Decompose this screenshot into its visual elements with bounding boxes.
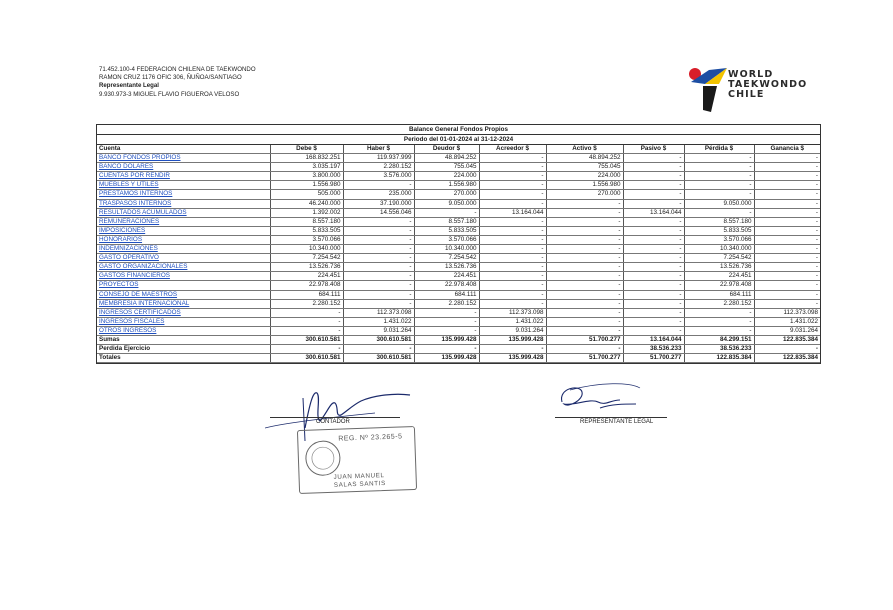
amount-cell: - [684, 308, 754, 317]
amount-cell: 8.557.180 [270, 217, 343, 226]
amount-cell: - [623, 299, 684, 308]
row-label: Totales [97, 354, 270, 363]
amount-cell: - [623, 217, 684, 226]
amount-cell: - [343, 181, 414, 190]
amount-cell: - [754, 226, 820, 235]
amount-cell: - [684, 208, 754, 217]
account-link[interactable]: INGRESOS FISCALES [97, 317, 270, 326]
amount-cell: - [546, 299, 623, 308]
amount-cell: 1.392.002 [270, 208, 343, 217]
table-row [97, 217, 820, 226]
account-link[interactable]: IMPOSICIONES [97, 226, 270, 235]
table-row [97, 263, 820, 272]
table-row [97, 299, 820, 308]
table-row [97, 208, 820, 217]
legal-rep-heading: Representante Legal [99, 82, 159, 90]
amount-cell: 10.340.000 [270, 245, 343, 254]
amount-cell: 1.431.022 [479, 317, 546, 326]
amount-cell: 135.999.428 [479, 335, 546, 344]
amount-cell: - [623, 326, 684, 335]
amount-cell: - [479, 217, 546, 226]
amount-cell: - [754, 299, 820, 308]
amount-cell: 684.111 [270, 290, 343, 299]
account-link[interactable]: GASTOS FINANCIEROS [97, 272, 270, 281]
amount-cell: 300.610.581 [270, 354, 343, 363]
amount-cell: - [546, 308, 623, 317]
amount-cell: - [754, 172, 820, 181]
amount-cell: 300.610.581 [343, 335, 414, 344]
amount-cell: - [754, 272, 820, 281]
amount-cell: - [754, 208, 820, 217]
column-header: Ganancia $ [754, 145, 820, 154]
amount-cell: - [546, 235, 623, 244]
amount-cell: - [479, 290, 546, 299]
column-header: Haber $ [343, 145, 414, 154]
amount-cell: 5.833.505 [414, 226, 479, 235]
amount-cell: 84.299.151 [684, 335, 754, 344]
amount-cell: 270.000 [546, 190, 623, 199]
amount-cell: 2.280.152 [343, 163, 414, 172]
amount-cell: 14.556.046 [343, 208, 414, 217]
perdida-ejercicio-row [97, 345, 820, 354]
account-link[interactable]: INDEMNIZACIONES [97, 245, 270, 254]
organization-info [99, 66, 256, 99]
amount-cell: - [479, 263, 546, 272]
account-link[interactable]: CUENTAS POR RENDIR [97, 172, 270, 181]
amount-cell: 13.164.044 [479, 208, 546, 217]
legal-rep-name: 9.930.973-3 MIGUEL FLAVIO FIGUEROA VELOSO [99, 90, 240, 98]
amount-cell: - [623, 254, 684, 263]
amount-cell: - [623, 235, 684, 244]
amount-cell: - [546, 226, 623, 235]
amount-cell: - [479, 272, 546, 281]
amount-cell: - [343, 254, 414, 263]
amount-cell: - [414, 308, 479, 317]
amount-cell: - [546, 208, 623, 217]
table-row [97, 154, 820, 163]
amount-cell: 1.556.980 [546, 181, 623, 190]
amount-cell: 684.111 [414, 290, 479, 299]
accountant-stamp [297, 426, 417, 494]
account-link[interactable]: BANCO DOLARES [97, 163, 270, 172]
amount-cell: - [623, 290, 684, 299]
amount-cell: 224.451 [270, 272, 343, 281]
table-row [97, 163, 820, 172]
amount-cell: - [479, 254, 546, 263]
account-link[interactable]: TRASPASOS INTERNOS [97, 199, 270, 208]
amount-cell: 300.610.581 [343, 354, 414, 363]
amount-cell: 3.570.066 [270, 235, 343, 244]
amount-cell: - [754, 181, 820, 190]
amount-cell: - [479, 281, 546, 290]
amount-cell: 235.000 [343, 190, 414, 199]
amount-cell: - [479, 154, 546, 163]
amount-cell: - [343, 290, 414, 299]
amount-cell: 122.835.384 [684, 354, 754, 363]
amount-cell: - [623, 172, 684, 181]
amount-cell: - [623, 281, 684, 290]
amount-cell: 112.373.098 [343, 308, 414, 317]
amount-cell: - [754, 217, 820, 226]
account-link[interactable]: REMUNERACIONES [97, 217, 270, 226]
amount-cell: 3.570.066 [684, 235, 754, 244]
amount-cell: 5.833.505 [270, 226, 343, 235]
table-row [97, 235, 820, 244]
amount-cell: - [684, 317, 754, 326]
amount-cell: 135.999.428 [414, 354, 479, 363]
column-header: Deudor $ [414, 145, 479, 154]
amount-cell: 2.280.152 [684, 299, 754, 308]
amount-cell: 224.000 [546, 172, 623, 181]
amount-cell: - [479, 172, 546, 181]
balance-report [96, 124, 821, 364]
amount-cell: - [623, 272, 684, 281]
amount-cell: - [623, 154, 684, 163]
amount-cell: - [479, 163, 546, 172]
stamp-registration: REG. Nº 23.265-5 [338, 433, 403, 443]
account-link[interactable]: RESULTADOS ACUMULADOS [97, 208, 270, 217]
column-header: Cuenta [97, 145, 270, 154]
amount-cell: - [343, 299, 414, 308]
table-row [97, 245, 820, 254]
table-header-row [97, 145, 820, 154]
amount-cell: 1.556.980 [270, 181, 343, 190]
amount-cell: - [479, 181, 546, 190]
amount-cell: - [270, 317, 343, 326]
row-label: Perdida Ejercicio [97, 345, 270, 354]
table-body [97, 154, 820, 363]
amount-cell: - [623, 181, 684, 190]
table-row [97, 226, 820, 235]
account-link[interactable]: GASTO ORGANIZACIONALES [97, 263, 270, 272]
amount-cell: 755.045 [546, 163, 623, 172]
amount-cell: - [414, 208, 479, 217]
amount-cell: 135.999.428 [414, 335, 479, 344]
amount-cell: 38.536.233 [623, 345, 684, 354]
amount-cell: - [754, 290, 820, 299]
account-link[interactable]: MEMBRESIA INTERNACIONAL [97, 299, 270, 308]
amount-cell: - [754, 254, 820, 263]
amount-cell: 38.536.233 [684, 345, 754, 354]
amount-cell: 48.894.252 [414, 154, 479, 163]
stamp-name-first: JUAN MANUEL [333, 472, 385, 481]
amount-cell: - [343, 235, 414, 244]
amount-cell: - [623, 226, 684, 235]
org-address: RAMON CRUZ 1176 OFIC 306, ÑUÑOA/SANTIAGO [99, 74, 242, 82]
amount-cell: 7.254.542 [414, 254, 479, 263]
amount-cell: 3.576.000 [343, 172, 414, 181]
amount-cell: 2.280.152 [270, 299, 343, 308]
amount-cell: 224.000 [414, 172, 479, 181]
amount-cell: 22.978.408 [684, 281, 754, 290]
amount-cell: 22.978.408 [270, 281, 343, 290]
amount-cell: 13.526.736 [684, 263, 754, 272]
amount-cell: - [623, 190, 684, 199]
amount-cell: 9.031.264 [479, 326, 546, 335]
amount-cell: 13.526.736 [270, 263, 343, 272]
amount-cell: - [546, 317, 623, 326]
amount-cell: - [684, 163, 754, 172]
table-row [97, 181, 820, 190]
amount-cell: - [479, 235, 546, 244]
amount-cell: - [623, 308, 684, 317]
amount-cell: - [684, 181, 754, 190]
amount-cell: 8.557.180 [414, 217, 479, 226]
stamp-name-last: SALAS SANTIS [333, 480, 386, 489]
column-header: Activo $ [546, 145, 623, 154]
row-label: Sumas [97, 335, 270, 344]
amount-cell: - [623, 163, 684, 172]
amount-cell: 135.999.428 [479, 354, 546, 363]
amount-cell: - [546, 326, 623, 335]
amount-cell: - [479, 345, 546, 354]
amount-cell: 13.526.736 [414, 263, 479, 272]
account-link[interactable]: GASTO OPERATIVO [97, 254, 270, 263]
table-row [97, 190, 820, 199]
amount-cell: - [754, 281, 820, 290]
amount-cell: - [684, 154, 754, 163]
column-header: Debe $ [270, 145, 343, 154]
amount-cell: 9.031.264 [343, 326, 414, 335]
column-header: Acreedor $ [479, 145, 546, 154]
report-period: Periodo del 01-01-2024 al 31-12-2024 [97, 135, 820, 145]
amount-cell: - [479, 299, 546, 308]
table-row [97, 290, 820, 299]
world-taekwondo-chile-logo [687, 62, 817, 120]
amount-cell: - [343, 345, 414, 354]
amount-cell: 1.431.022 [343, 317, 414, 326]
amount-cell: 48.894.252 [546, 154, 623, 163]
table-row [97, 281, 820, 290]
amount-cell: 1.431.022 [754, 317, 820, 326]
amount-cell: - [546, 290, 623, 299]
amount-cell: 224.451 [684, 272, 754, 281]
table-row [97, 172, 820, 181]
amount-cell: - [343, 226, 414, 235]
amount-cell: - [684, 326, 754, 335]
amount-cell: 684.111 [684, 290, 754, 299]
amount-cell: - [546, 263, 623, 272]
amount-cell: - [754, 245, 820, 254]
balance-table [97, 145, 820, 363]
amount-cell: 9.031.264 [754, 326, 820, 335]
amount-cell: 505.000 [270, 190, 343, 199]
account-link[interactable]: HONORARIOS [97, 235, 270, 244]
org-rut-name: 71.452.100-4 FEDERACION CHILENA DE TAEKWONDO [99, 66, 256, 73]
amount-cell: - [754, 235, 820, 244]
account-link[interactable]: MUEBLES Y UTILES [97, 181, 270, 190]
amount-cell: - [754, 199, 820, 208]
amount-cell: 224.451 [414, 272, 479, 281]
amount-cell: - [479, 226, 546, 235]
amount-cell: 300.610.581 [270, 335, 343, 344]
table-row [97, 254, 820, 263]
amount-cell: - [343, 263, 414, 272]
amount-cell: - [270, 326, 343, 335]
amount-cell: 1.556.980 [414, 181, 479, 190]
amount-cell: - [479, 245, 546, 254]
amount-cell: 13.164.044 [623, 208, 684, 217]
amount-cell: - [479, 190, 546, 199]
amount-cell: 122.835.384 [754, 354, 820, 363]
table-row [97, 199, 820, 208]
amount-cell: 2.280.152 [414, 299, 479, 308]
account-link[interactable]: CONSEJO DE MAESTROS [97, 290, 270, 299]
amount-cell: 3.570.066 [414, 235, 479, 244]
amount-cell: 13.164.044 [623, 335, 684, 344]
table-row [97, 326, 820, 335]
logo-text-world: WORLD [728, 69, 774, 80]
account-link[interactable]: PRESTAMOS INTERNOS [97, 190, 270, 199]
column-header: Pérdida $ [684, 145, 754, 154]
table-row [97, 272, 820, 281]
account-link[interactable]: PROYECTOS [97, 281, 270, 290]
amount-cell: 3.800.000 [270, 172, 343, 181]
table-row [97, 317, 820, 326]
amount-cell: - [546, 345, 623, 354]
amount-cell: 10.340.000 [414, 245, 479, 254]
amount-cell: 112.373.098 [479, 308, 546, 317]
amount-cell: - [546, 245, 623, 254]
legal-rep-signature-line [555, 417, 667, 418]
amount-cell: - [754, 190, 820, 199]
amount-cell: - [270, 308, 343, 317]
amount-cell: - [684, 172, 754, 181]
amount-cell: - [546, 272, 623, 281]
amount-cell: - [754, 345, 820, 354]
amount-cell: - [546, 281, 623, 290]
account-link[interactable]: BANCO FONDOS PROPIOS [97, 154, 270, 163]
amount-cell: 270.000 [414, 190, 479, 199]
amount-cell: 46.240.000 [270, 199, 343, 208]
amount-cell: - [623, 263, 684, 272]
amount-cell: 51.700.277 [546, 354, 623, 363]
taekwondo-emblem-icon [687, 62, 731, 120]
amount-cell: 168.832.251 [270, 154, 343, 163]
amount-cell: 37.190.000 [343, 199, 414, 208]
legal-rep-label: REPRESENTANTE LEGAL [580, 419, 654, 425]
amount-cell: 10.340.000 [684, 245, 754, 254]
amount-cell: 8.557.180 [684, 217, 754, 226]
logo-text-chile: CHILE [728, 89, 765, 101]
amount-cell: 22.978.408 [414, 281, 479, 290]
amount-cell: - [479, 199, 546, 208]
amount-cell: 9.050.000 [684, 199, 754, 208]
amount-cell: 5.833.505 [684, 226, 754, 235]
account-link[interactable]: INGRESOS CERTIFICADOS [97, 308, 270, 317]
amount-cell: 755.045 [414, 163, 479, 172]
column-header: Pasivo $ [623, 145, 684, 154]
amount-cell: - [684, 190, 754, 199]
logo-text-taekwondo: TAEKWONDO [728, 79, 808, 91]
amount-cell: - [754, 263, 820, 272]
amount-cell: - [270, 345, 343, 354]
amount-cell: 51.700.277 [623, 354, 684, 363]
contador-signature-line [270, 417, 400, 418]
amount-cell: 119.937.999 [343, 154, 414, 163]
legal-rep-signature-scribble [540, 378, 700, 418]
totales-row [97, 354, 820, 363]
amount-cell: - [414, 345, 479, 354]
amount-cell: - [414, 326, 479, 335]
account-link[interactable]: OTROS INGRESOS [97, 326, 270, 335]
amount-cell: - [343, 272, 414, 281]
amount-cell: - [546, 217, 623, 226]
amount-cell: - [343, 281, 414, 290]
logo-wordmark [728, 70, 807, 101]
amount-cell: 122.835.384 [754, 335, 820, 344]
amount-cell: - [546, 199, 623, 208]
amount-cell: - [754, 154, 820, 163]
amount-cell: 7.254.542 [270, 254, 343, 263]
sumas-row [97, 335, 820, 344]
amount-cell: 3.035.197 [270, 163, 343, 172]
amount-cell: - [343, 245, 414, 254]
report-title: Balance General Fondos Propios [97, 125, 820, 135]
amount-cell: - [754, 163, 820, 172]
amount-cell: 9.050.000 [414, 199, 479, 208]
amount-cell: - [623, 245, 684, 254]
amount-cell: - [414, 317, 479, 326]
table-row [97, 308, 820, 317]
amount-cell: 112.373.098 [754, 308, 820, 317]
contador-label: CONTADOR [316, 419, 350, 425]
amount-cell: - [343, 217, 414, 226]
amount-cell: 7.254.542 [684, 254, 754, 263]
amount-cell: 51.700.277 [546, 335, 623, 344]
amount-cell: - [546, 254, 623, 263]
amount-cell: - [623, 317, 684, 326]
amount-cell: - [623, 199, 684, 208]
